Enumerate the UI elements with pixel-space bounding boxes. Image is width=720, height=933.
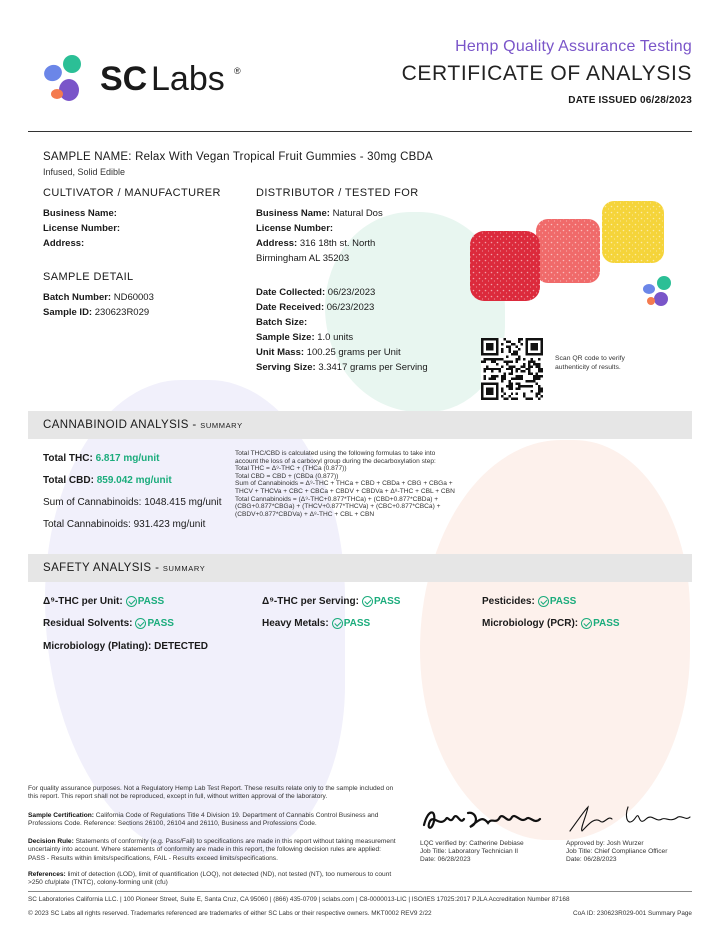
- signature-2-approved: Approved by: Josh Wurzer: [566, 840, 644, 847]
- cultivator-section: [43, 187, 243, 320]
- cultivator-business-name: Business Name:: [43, 208, 117, 219]
- cultivator-address: Address:: [43, 238, 85, 249]
- check-circle-icon: [362, 596, 373, 607]
- distributor-address: Address: 316 18th st. North: [256, 238, 376, 249]
- sum-of-cannabinoids: Sum of Cannabinoids: 1048.415 mg/unit: [43, 497, 222, 508]
- total-cbd: Total CBD: 859.042 mg/unit: [43, 475, 172, 486]
- signature-block-1: [420, 803, 545, 863]
- batch-number: Batch Number: ND60003: [43, 292, 154, 303]
- qr-caption: Scan QR code to verify authenticity of results.: [555, 355, 625, 371]
- check-circle-icon: [126, 596, 137, 607]
- check-circle-icon: [581, 618, 592, 629]
- distributor-section: [256, 187, 456, 375]
- check-circle-icon: [135, 618, 146, 629]
- sample-name: SAMPLE NAME: Relax With Vegan Tropical Fruit Gummies - 30mg CBDA: [43, 151, 433, 163]
- decision-rule: Decision Rule: Statements of conformity (e.g. Pass/Fail) to specifications are made in this report without taking measurement uncertainty into account. Where statements of conformity are made in this report, the following decision rules are applied: PASS - Results within limits/specifications, FAIL - Results exceed limits/specifications.: [28, 838, 396, 862]
- sc-labs-mark-icon: [642, 275, 676, 307]
- copyright-line: © 2023 SC Labs all rights reserved. Trademarks referenced are trademarks of either SC Labs or their respective owners. MKT0002 REV9 2/22 CoA ID: 230623R029-001 Summary Page: [28, 910, 692, 917]
- distributor-heading: DISTRIBUTOR / TESTED FOR: [256, 187, 419, 199]
- safety-section-bar: [28, 554, 692, 582]
- header-divider: [28, 131, 692, 132]
- signature-2-image: [566, 803, 691, 835]
- coa-id: CoA ID: 230623R029-001 Summary Page: [572, 910, 692, 917]
- total-cannabinoids: Total Cannabinoids: 931.423 mg/unit: [43, 519, 206, 530]
- sc-labs-logo: [42, 52, 262, 104]
- signature-1-date: Date: 06/28/2023: [420, 855, 471, 863]
- safety-item-microbiology-pcr: Microbiology (PCR): PASS: [482, 618, 620, 629]
- references: References: limit of detection (LOD), limit of quantification (LOQ), not detected (ND), not tested (NT), too numerous to count >250 cfu/plate (TNTC), colony-forming unit (cfu): [28, 871, 392, 887]
- cultivator-license: License Number:: [43, 223, 121, 234]
- safety-section-title: SAFETY ANALYSIS - SUMMARY: [43, 562, 206, 574]
- header-subtitle: Hemp Quality Assurance Testing: [455, 38, 692, 55]
- gummy-red: [470, 231, 540, 301]
- gummy-pink: [536, 219, 600, 283]
- cannabinoid-formula-note: Total THC/CBD is calculated using the following formulas to take into account the loss of a carboxyl group during the decarboxylation step: Total THC = Δ⁹-THC + (THCa (0.877)) Total CBD = CBD + (CBDa (0.877)) Sum of Cannabinoids = Δ⁹-THC + THCa + CBD + CBDa + CBG + CBGa + THCV + THCVa + CBC + CBCa + CBDV + CBDVa + Δ⁸-THC + CBL + CBN Total Cannabinoids = (Δ⁹-THC+0.877*THCa) + (CBD+0.877*CBDa) + (CBG+0.877*CBGa) + (THCV+0.877*THCVa) + (CBC+0.877*CBCa) + (CBDV+0.877*CBDVa) + Δ⁸-THC + CBL + CBN: [235, 450, 455, 518]
- serving-size: Serving Size: 3.3417 grams per Serving: [256, 362, 428, 373]
- signature-1-image: [420, 803, 545, 835]
- company-info-line: SC Laboratories California LLC. | 100 Pioneer Street, Suite E, Santa Cruz, CA 95060 | (866) 435-0709 | sclabs.com | C8-0000013-LIC | ISO/IES 17025:2017 PJLA Accreditation Number 87168: [28, 896, 570, 903]
- check-circle-icon: [332, 618, 343, 629]
- svg-text:®: ®: [234, 66, 241, 76]
- total-thc: Total THC: 6.817 mg/unit: [43, 453, 160, 464]
- batch-size: Batch Size:: [256, 317, 308, 328]
- check-circle-icon: [538, 596, 549, 607]
- date-received: Date Received: 06/23/2023: [256, 302, 375, 313]
- safety-item-microbiology-plating: Microbiology (Plating): DETECTED: [43, 641, 209, 652]
- distributor-business-name: Business Name: Natural Dos: [256, 208, 383, 219]
- date-issued: DATE ISSUED 06/28/2023: [568, 95, 692, 106]
- sample-id: Sample ID: 230623R029: [43, 307, 150, 318]
- cannabinoid-section-bar: [28, 411, 692, 439]
- cannabinoid-section-title: CANNABINOID ANALYSIS - SUMMARY: [43, 419, 243, 431]
- signature-1-title: Job Title: Laboratory Technician II: [420, 847, 519, 855]
- safety-item-pesticides: Pesticides: PASS: [482, 596, 577, 607]
- sample-certification: Sample Certification: California Code of Regulations Title 4 Division 19. Department of Cannabis Control Business and Professions Code. Reference: Sections 26100, 26104 and 26110, Business and Professions Code.: [28, 812, 379, 828]
- logo-text-bold: SC: [100, 60, 148, 98]
- qr-code-icon[interactable]: [481, 338, 543, 400]
- date-collected: Date Collected: 06/23/2023: [256, 287, 376, 298]
- signature-block-2: [566, 803, 691, 863]
- logo-text-labs: Labs: [151, 60, 225, 98]
- qa-note: For quality assurance purposes. Not a Regulatory Hemp Lab Test Report. These results relate only to the sample included on this report. This report shall not be reproduced, except in full, without written approval of the laboratory.: [28, 785, 394, 801]
- header-block: [402, 38, 692, 106]
- sample-size: Sample Size: 1.0 units: [256, 332, 354, 343]
- cultivator-heading: CULTIVATOR / MANUFACTURER: [43, 187, 221, 199]
- safety-item-residual-solvents: Residual Solvents: PASS: [43, 618, 174, 629]
- distributor-address-line2: Birmingham AL 35203: [256, 253, 350, 264]
- unit-mass: Unit Mass: 100.25 grams per Unit: [256, 347, 401, 358]
- signature-1-verified: LQC verified by: Catherine Debiase: [420, 840, 524, 847]
- signature-2-date: Date: 06/28/2023: [566, 855, 617, 863]
- safety-item-thc-per-serving: Δ⁹-THC per Serving: PASS: [262, 596, 401, 607]
- sample-detail-heading: SAMPLE DETAIL: [43, 271, 134, 283]
- sample-type: Infused, Solid Edible: [43, 167, 126, 177]
- safety-item-heavy-metals: Heavy Metals: PASS: [262, 618, 371, 629]
- footer-divider: [28, 891, 692, 892]
- distributor-license: License Number:: [256, 223, 334, 234]
- gummy-yellow: [602, 201, 664, 263]
- signature-2-title: Job Title: Chief Compliance Officer: [566, 847, 668, 855]
- safety-item-thc-per-unit: Δ⁹-THC per Unit: PASS: [43, 596, 165, 607]
- header-title: CERTIFICATE OF ANALYSIS: [401, 62, 692, 85]
